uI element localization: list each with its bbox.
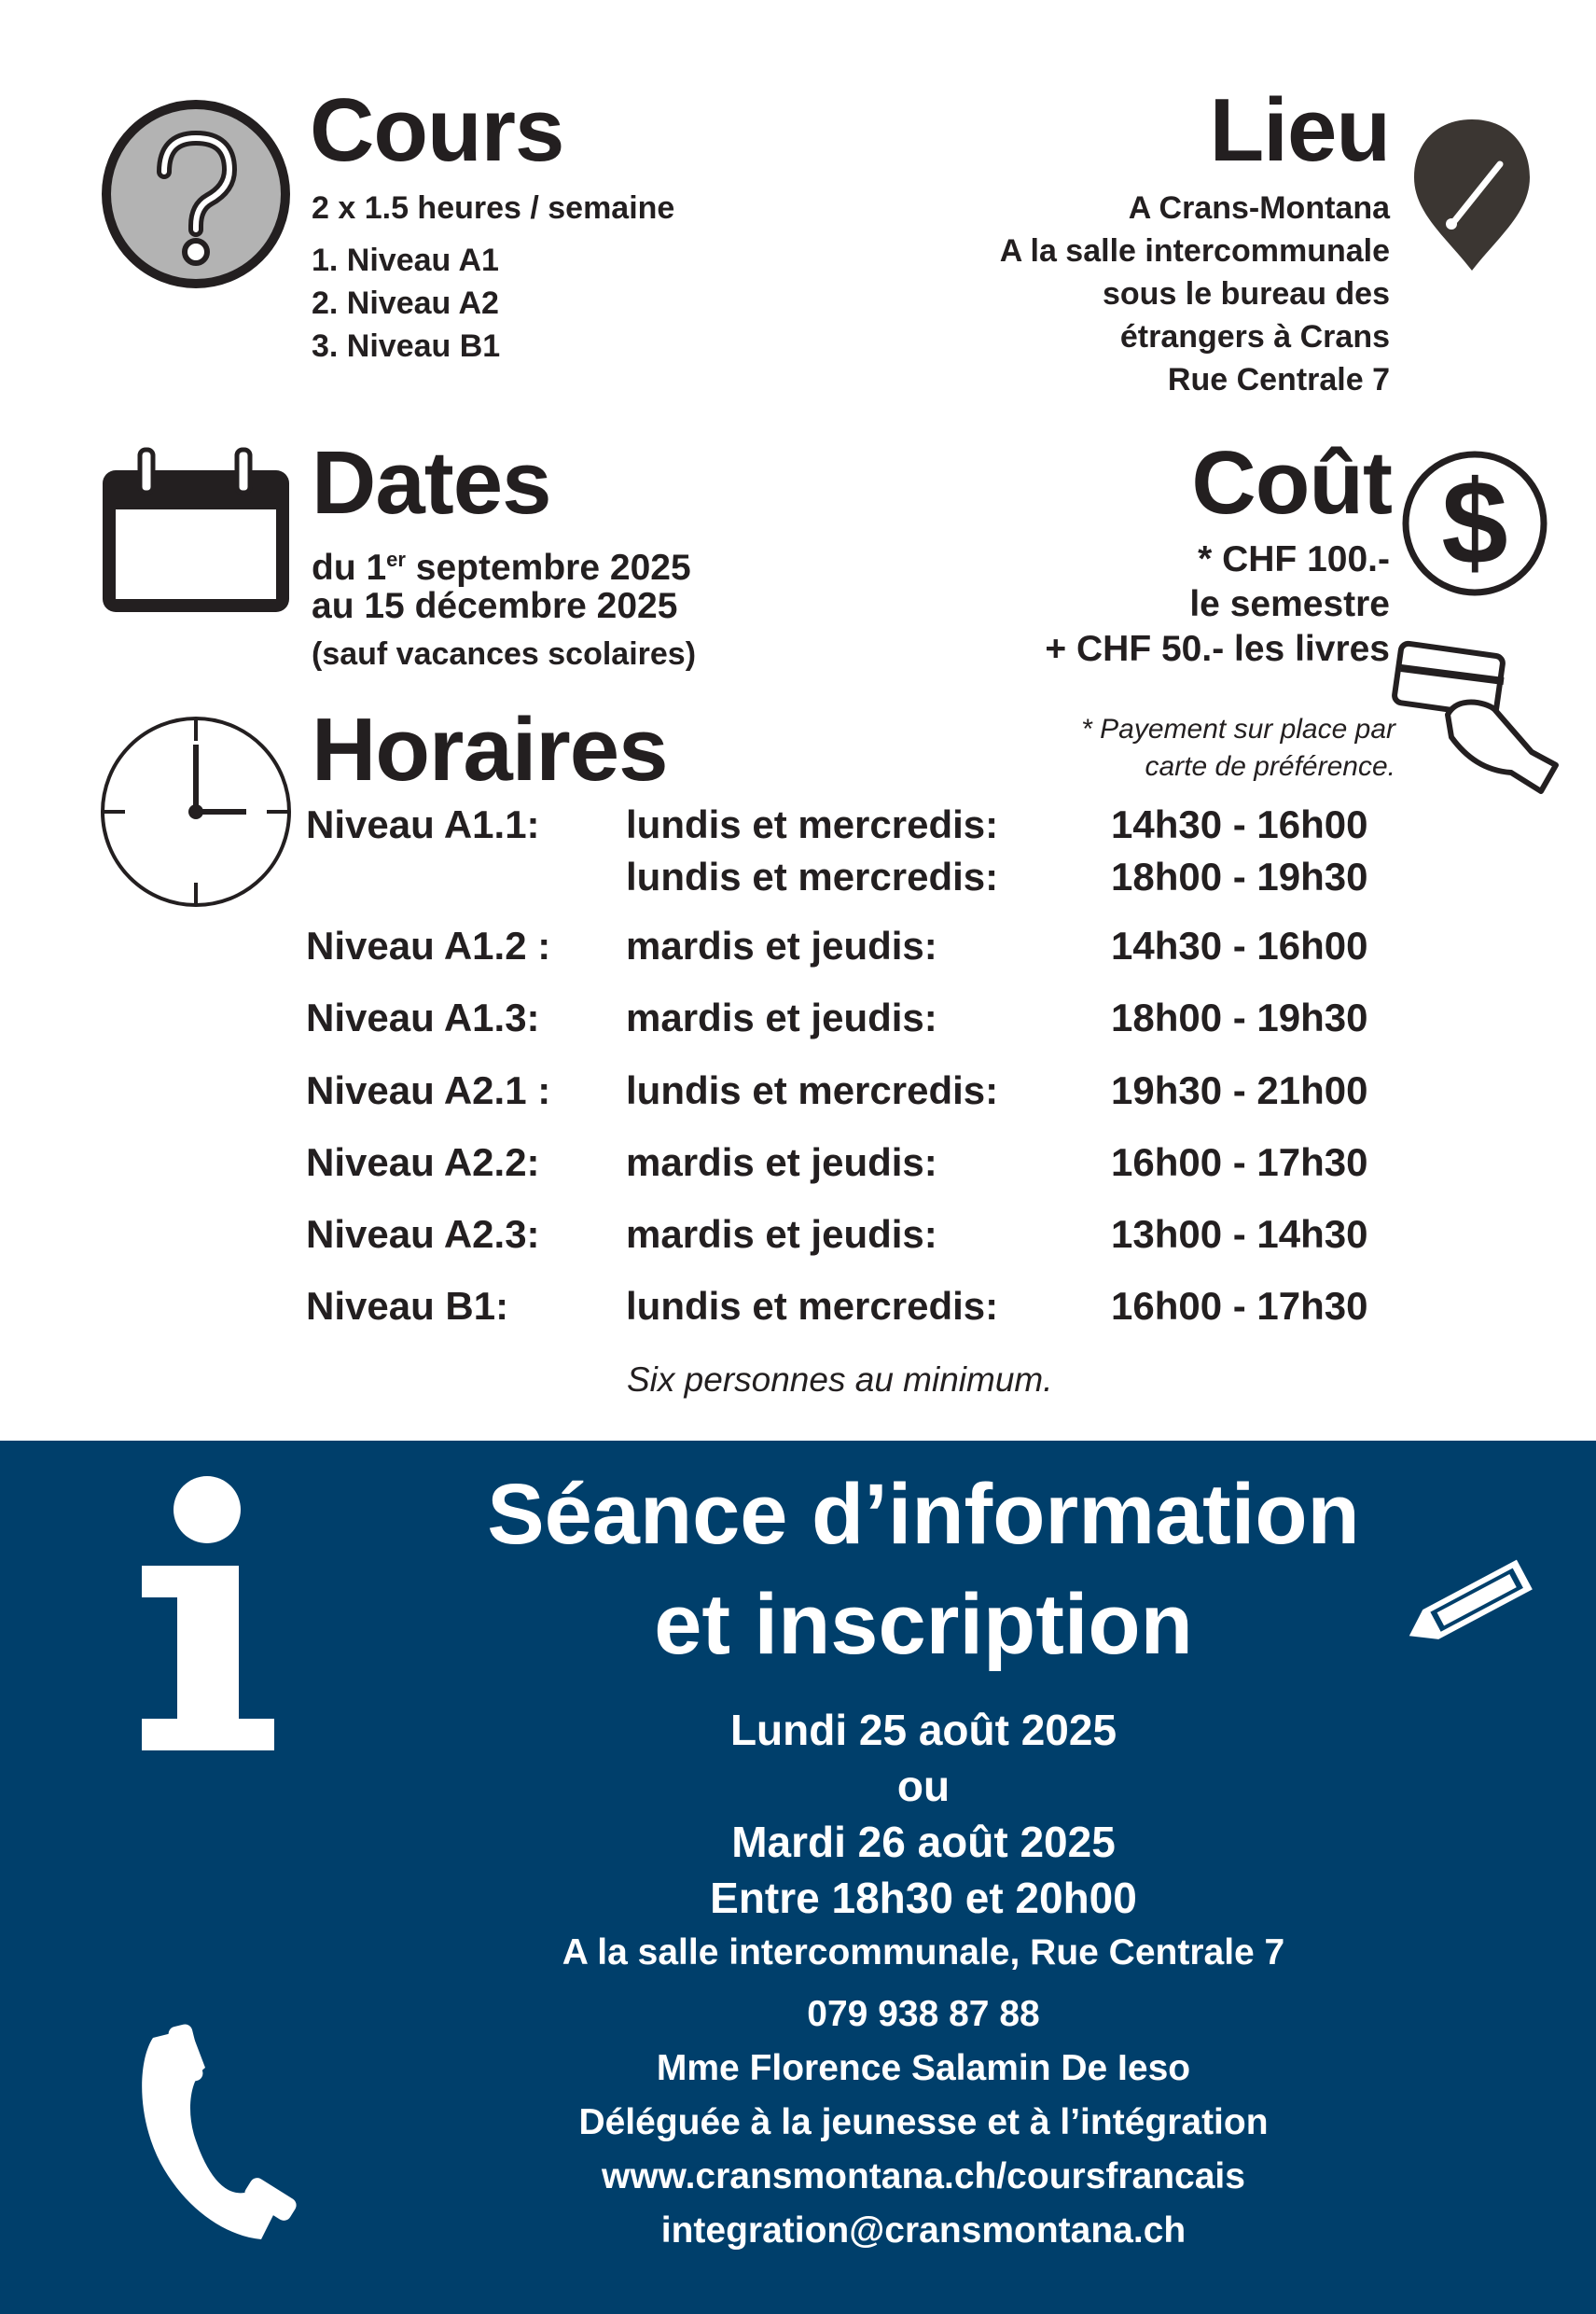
schedule-level: Niveau A1.1:	[306, 802, 540, 846]
cours-frequency: 2 x 1.5 heures / semaine	[312, 190, 675, 226]
question-icon	[99, 97, 293, 291]
dates-title: Dates	[312, 433, 551, 533]
clock-icon	[97, 713, 295, 911]
dates-from-suffix: septembre 2025	[405, 548, 691, 588]
phone-icon	[134, 2023, 312, 2247]
schedule-time: 16h00 - 17h30	[1111, 1284, 1368, 1328]
cout-lines	[840, 537, 1390, 672]
lieu-title: Lieu	[1209, 80, 1390, 180]
seance-time: Entre 18h30 et 20h00	[710, 1874, 1137, 1922]
schedule-row	[306, 1068, 1425, 1140]
schedule-time: 14h30 - 16h00	[1111, 802, 1368, 846]
dates-note: (sauf vacances scolaires)	[312, 636, 697, 672]
seance-title-line: et inscription	[654, 1577, 1193, 1672]
minimum-note: Six personnes au minimum.	[627, 1360, 1053, 1399]
seance-title-line: Séance d’information	[487, 1467, 1360, 1562]
seance-date1: Lundi 25 août 2025	[729, 1706, 1117, 1754]
payment-note-line: carte de préférence.	[1145, 751, 1395, 782]
schedule-days: mardis et jeudis:	[626, 924, 937, 968]
schedule-row	[306, 855, 1425, 924]
calendar-icon	[97, 442, 295, 620]
cours-levels	[312, 239, 500, 368]
schedule-level: Niveau B1:	[306, 1284, 509, 1328]
schedule-row	[306, 996, 1425, 1068]
schedule-days: lundis et mercredis:	[626, 802, 999, 846]
cout-line: * CHF 100.-	[1198, 539, 1390, 579]
seance-date2: Mardi 26 août 2025	[731, 1818, 1116, 1866]
schedule-time: 16h00 - 17h30	[1111, 1140, 1368, 1184]
schedule-row	[306, 1212, 1425, 1284]
lieu-line: A la salle intercommunale	[999, 233, 1390, 269]
seance-title	[373, 1459, 1474, 1680]
map-pin-icon	[1409, 116, 1535, 274]
schedule-level: Niveau A1.2 :	[306, 924, 551, 968]
schedule-time: 19h30 - 21h00	[1111, 1068, 1368, 1112]
cout-line: le semestre	[1189, 584, 1390, 624]
dates-from-sup: er	[386, 548, 406, 571]
dates-from	[312, 537, 691, 591]
schedule-days: lundis et mercredis:	[626, 1068, 999, 1112]
svg-text:$: $	[1441, 456, 1508, 590]
dollar-icon	[1399, 448, 1550, 599]
schedule-table	[306, 802, 1425, 1336]
schedule-days: mardis et jeudis:	[626, 1140, 937, 1184]
seance-website[interactable]: www.cransmontana.ch/coursfrancais	[602, 2156, 1245, 2196]
cout-title: Coût	[1191, 433, 1392, 533]
cout-line: + CHF 50.- les livres	[1045, 629, 1390, 669]
info-icon	[138, 1474, 282, 1754]
schedule-days: mardis et jeudis:	[626, 1212, 937, 1256]
seance-role: Déléguée à la jeunesse et à l’intégration	[578, 2102, 1269, 2142]
cours-level: 3. Niveau B1	[312, 328, 501, 364]
lieu-line: étrangers à Crans	[1119, 319, 1390, 355]
seance-phone: 079 938 87 88	[807, 1994, 1040, 2034]
lieu-line: A Crans-Montana	[1128, 190, 1390, 226]
schedule-level: Niveau A1.3:	[306, 996, 540, 1039]
payment-note	[933, 711, 1395, 786]
cours-level: 1. Niveau A1	[312, 243, 499, 278]
schedule-level: Niveau A2.2:	[306, 1140, 540, 1184]
seance-or: ou	[896, 1762, 951, 1810]
dates-from-prefix: du 1	[312, 548, 387, 588]
seance-place: A la salle intercommunale, Rue Centrale 7	[562, 1932, 1285, 1972]
horaires-title: Horaires	[312, 700, 668, 800]
cours-title: Cours	[310, 80, 564, 180]
schedule-days: lundis et mercredis:	[626, 855, 999, 899]
schedule-time: 18h00 - 19h30	[1111, 855, 1368, 899]
schedule-row	[306, 802, 1425, 855]
schedule-row	[306, 1284, 1425, 1336]
schedule-days: lundis et mercredis:	[626, 1284, 999, 1328]
schedule-level: Niveau A2.1 :	[306, 1068, 551, 1112]
payment-note-line: * Payement sur place par	[1081, 714, 1395, 745]
seance-details	[364, 1702, 1483, 2258]
schedule-row	[306, 1140, 1425, 1212]
schedule-days: mardis et jeudis:	[626, 996, 937, 1039]
info-band	[0, 1441, 1596, 2314]
card-payment-icon	[1392, 640, 1575, 799]
schedule-time: 13h00 - 14h30	[1111, 1212, 1368, 1256]
lieu-address	[840, 187, 1390, 401]
schedule-level: Niveau A2.3:	[306, 1212, 540, 1256]
schedule-time: 18h00 - 19h30	[1111, 996, 1368, 1039]
schedule-row	[306, 924, 1425, 996]
seance-contact: Mme Florence Salamin De Ieso	[656, 2048, 1191, 2088]
lieu-line: sous le bureau des	[1103, 276, 1390, 312]
schedule-time: 14h30 - 16h00	[1111, 924, 1368, 968]
lieu-line: Rue Centrale 7	[1167, 362, 1390, 397]
seance-email[interactable]: integration@cransmontana.ch	[660, 2210, 1187, 2251]
dates-to: au 15 décembre 2025	[312, 586, 678, 626]
cours-level: 2. Niveau A2	[312, 286, 499, 321]
